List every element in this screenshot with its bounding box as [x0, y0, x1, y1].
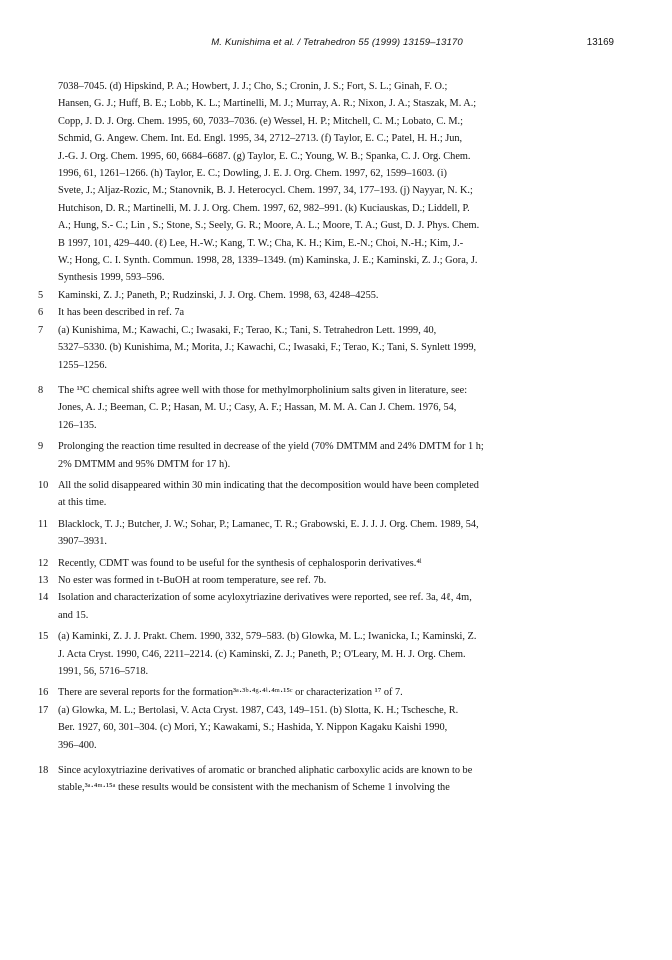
references-body [38, 78, 623, 801]
reference-text [58, 382, 623, 434]
reference-line: All the solid disappeared within 30 min indicating that the decomposition would have been completed [58, 479, 479, 491]
reference-text [58, 287, 623, 304]
reference-line: J. Acta Cryst. 1990, C46, 2211–2214. (c) Kaminski, Z. J.; Paneth, P.; O'Leary, M. H. J. Org. Chem. [58, 648, 466, 660]
reference-number: 12 [38, 557, 49, 569]
reference-text [58, 702, 623, 754]
reference-line: 5327–5330. (b) Kunishima, M.; Morita, J.; Kawachi, C.; Iwasaki, F.; Terao, K.; Tani, S. Synlett 1999, [58, 342, 477, 354]
reference-line: 1991, 56, 5716–5718. [58, 666, 149, 677]
reference-line: Isolation and characterization of some acyloxytriazine derivatives were reported, see ref. 3a, 4ℓ, 4m, [58, 592, 472, 604]
reference-line: at this time. [58, 497, 107, 509]
reference-line: Jones, A. J.; Beeman, C. P.; Hasan, M. U.; Casy, A. F.; Hassan, M. M. A. Can J. Chem. 1976, 54, [58, 402, 457, 414]
reference-line: 396–400. [58, 739, 97, 751]
reference-9 [38, 438, 623, 477]
reference-line: 1255–1256. [58, 359, 107, 371]
reference-line: The ¹³C chemical shifts agree well with those for methylmorpholinium salts given in literature, see: [58, 384, 468, 396]
reference-continuation [38, 78, 623, 287]
reference-number: 15 [38, 631, 49, 643]
reference-line: (a) Glowka, M. L.; Bertolasi, V. Acta Cryst. 1987, C43, 149–151. (b) Slotta, K. H.; Tschesche, R. [58, 704, 459, 716]
reference-line: and 15. [58, 609, 89, 621]
reference-line: It has been described in ref. 7a [58, 307, 185, 319]
reference-text [58, 628, 623, 680]
reference-line: (a) Kaminki, Z. J. J. Prakt. Chem. 1990, 332, 579–583. (b) Glowka, M. L.; Iwanicka, I.; Kaminski, Z. [58, 631, 477, 643]
reference-11 [38, 516, 623, 555]
continuation-line: Synthesis 1999, 593–596. [58, 272, 165, 284]
continuation-line: A.; Hung, S.- C.; Lin , S.; Stone, S.; Seely, G. R.; Moore, A. L.; Moore, T. A.; Gust, D. J. Phys. Chem. [58, 220, 480, 232]
reference-line: Ber. 1927, 60, 301–304. (c) Mori, Y.; Kawakami, S.; Hashida, Y. Nippon Kagaku Kaishi 1990, [58, 722, 448, 734]
reference-number: 9 [38, 441, 44, 453]
reference-line: (a) Kunishima, M.; Kawachi, C.; Iwasaki, F.; Terao, K.; Tani, S. Tetrahedron Lett. 1999, 40, [58, 324, 437, 336]
reference-line: stable,³ᵃ·⁴ᵐ·¹⁵ᵃ these results would be consistent with the mechanism of Scheme 1 involving the [58, 782, 450, 794]
reference-number: 13 [38, 574, 49, 586]
reference-7 [38, 322, 623, 378]
reference-16 [38, 684, 623, 701]
reference-5 [38, 287, 623, 304]
reference-text [58, 438, 623, 473]
reference-10 [38, 477, 623, 516]
continuation-line: Schmid, G. Angew. Chem. Int. Ed. Engl. 1995, 34, 2712–2713. (f) Taylor, E. C.; Patel, H. H.; Jun, [58, 133, 463, 145]
reference-number: 18 [38, 765, 49, 777]
reference-18 [38, 762, 623, 801]
reference-text [58, 572, 623, 589]
reference-17 [38, 702, 623, 758]
reference-13 [38, 572, 623, 589]
page-header [60, 37, 614, 51]
reference-line: 3907–3931. [58, 536, 107, 548]
reference-number: 14 [38, 592, 49, 604]
reference-number: 11 [38, 518, 48, 530]
reference-6 [38, 304, 623, 321]
reference-number: 8 [38, 384, 44, 396]
reference-text [58, 516, 623, 551]
reference-line: 2% DMTMM and 95% DMTM for 17 h). [58, 458, 231, 470]
page-number: 13169 [586, 37, 614, 48]
continuation-line: J.-G. J. Org. Chem. 1995, 60, 6684–6687. (g) Taylor, E. C.; Young, W. B.; Spanka, C. J. Org. Chem. [58, 150, 471, 162]
reference-line: 126–135. [58, 419, 97, 431]
reference-15 [38, 628, 623, 684]
reference-text [58, 684, 623, 701]
reference-8 [38, 382, 623, 438]
continuation-line: W.; Hong, C. I. Synth. Commun. 1998, 28, 1339–1349. (m) Kaminska, J. E.; Kaminski, Z. J.; Gora, J. [58, 255, 478, 267]
reference-line: Since acyloxytriazine derivatives of aromatic or branched aliphatic carboxylic acids are known to be [58, 765, 473, 777]
reference-number: 16 [38, 687, 49, 699]
reference-line: Blacklock, T. J.; Butcher, J. W.; Sohar, P.; Lamanec, T. R.; Grabowski, E. J. J. J. Org. Chem. 1989, 54, [58, 518, 479, 530]
reference-text [58, 322, 623, 374]
reference-14 [38, 589, 623, 628]
reference-number: 6 [38, 307, 44, 319]
reference-list [38, 287, 623, 801]
reference-text [58, 589, 623, 624]
reference-line: Prolonging the reaction time resulted in decrease of the yield (70% DMTMM and 24% DMTM for 1 h; [58, 441, 484, 453]
continuation-line: B 1997, 101, 429–440. (ℓ) Lee, H.-W.; Kang, T. W.; Cha, K. H.; Kim, E.-N.; Choi, N.-H.; Kim, J.- [58, 237, 464, 249]
continuation-line: 7038–7045. (d) Hipskind, P. A.; Howbert, J. J.; Cho, S.; Cronin, J. S.; Fort, S. L.; Ginah, F. O.; [58, 81, 448, 92]
reference-number: 17 [38, 704, 49, 716]
reference-line: No ester was formed in t-BuOH at room temperature, see ref. 7b. [58, 574, 327, 586]
continuation-line: Hansen, G. J.; Huff, B. E.; Lobb, K. L.; Martinelli, M. J.; Murray, A. R.; Nixon, J. A.; Staszak, M. A.; [58, 98, 477, 110]
continuation-line: Svete, J.; Aljaz-Rozic, M.; Stanovnik, B. J. Heterocycl. Chem. 1997, 34, 177–193. (j) Nayyar, N. K.; [58, 185, 473, 197]
reference-text [58, 304, 623, 321]
reference-number: 5 [38, 289, 44, 301]
reference-number: 7 [38, 324, 44, 336]
continuation-line: 1996, 61, 1261–1266. (h) Taylor, E. C.; Dowling, J. E. J. Org. Chem. 1997, 62, 1599–1603. (i) [58, 168, 447, 180]
reference-text [58, 762, 623, 797]
reference-text [58, 477, 623, 512]
reference-12 [38, 555, 623, 572]
reference-line: Kaminski, Z. J.; Paneth, P.; Rudzinski, J. J. Org. Chem. 1998, 63, 4248–4255. [58, 289, 379, 301]
reference-line: Recently, CDMT was found to be useful for the synthesis of cephalosporin derivatives.⁴ˡ [58, 557, 422, 569]
reference-text [58, 555, 623, 572]
reference-number: 10 [38, 479, 49, 491]
continuation-line: Copp, J. D. J. Org. Chem. 1995, 60, 7033–7036. (e) Wessel, H. P.; Mitchell, C. M.; Lobato, C. M.; [58, 115, 463, 127]
reference-line: There are several reports for the formation³ᵃ·³ᵇ·⁴ᵍ·⁴ⁱ·⁴ᵐ·¹⁵ᶜ or characterization ¹⁷ of 7. [58, 687, 403, 699]
continuation-line: Hutchison, D. R.; Martinelli, M. J. J. Org. Chem. 1997, 62, 982–991. (k) Kuciauskas, D.; Liddell, P. [58, 202, 470, 214]
running-head: M. Kunishima et al. / Tetrahedron 55 (1999) 13159–13170 [211, 37, 463, 48]
